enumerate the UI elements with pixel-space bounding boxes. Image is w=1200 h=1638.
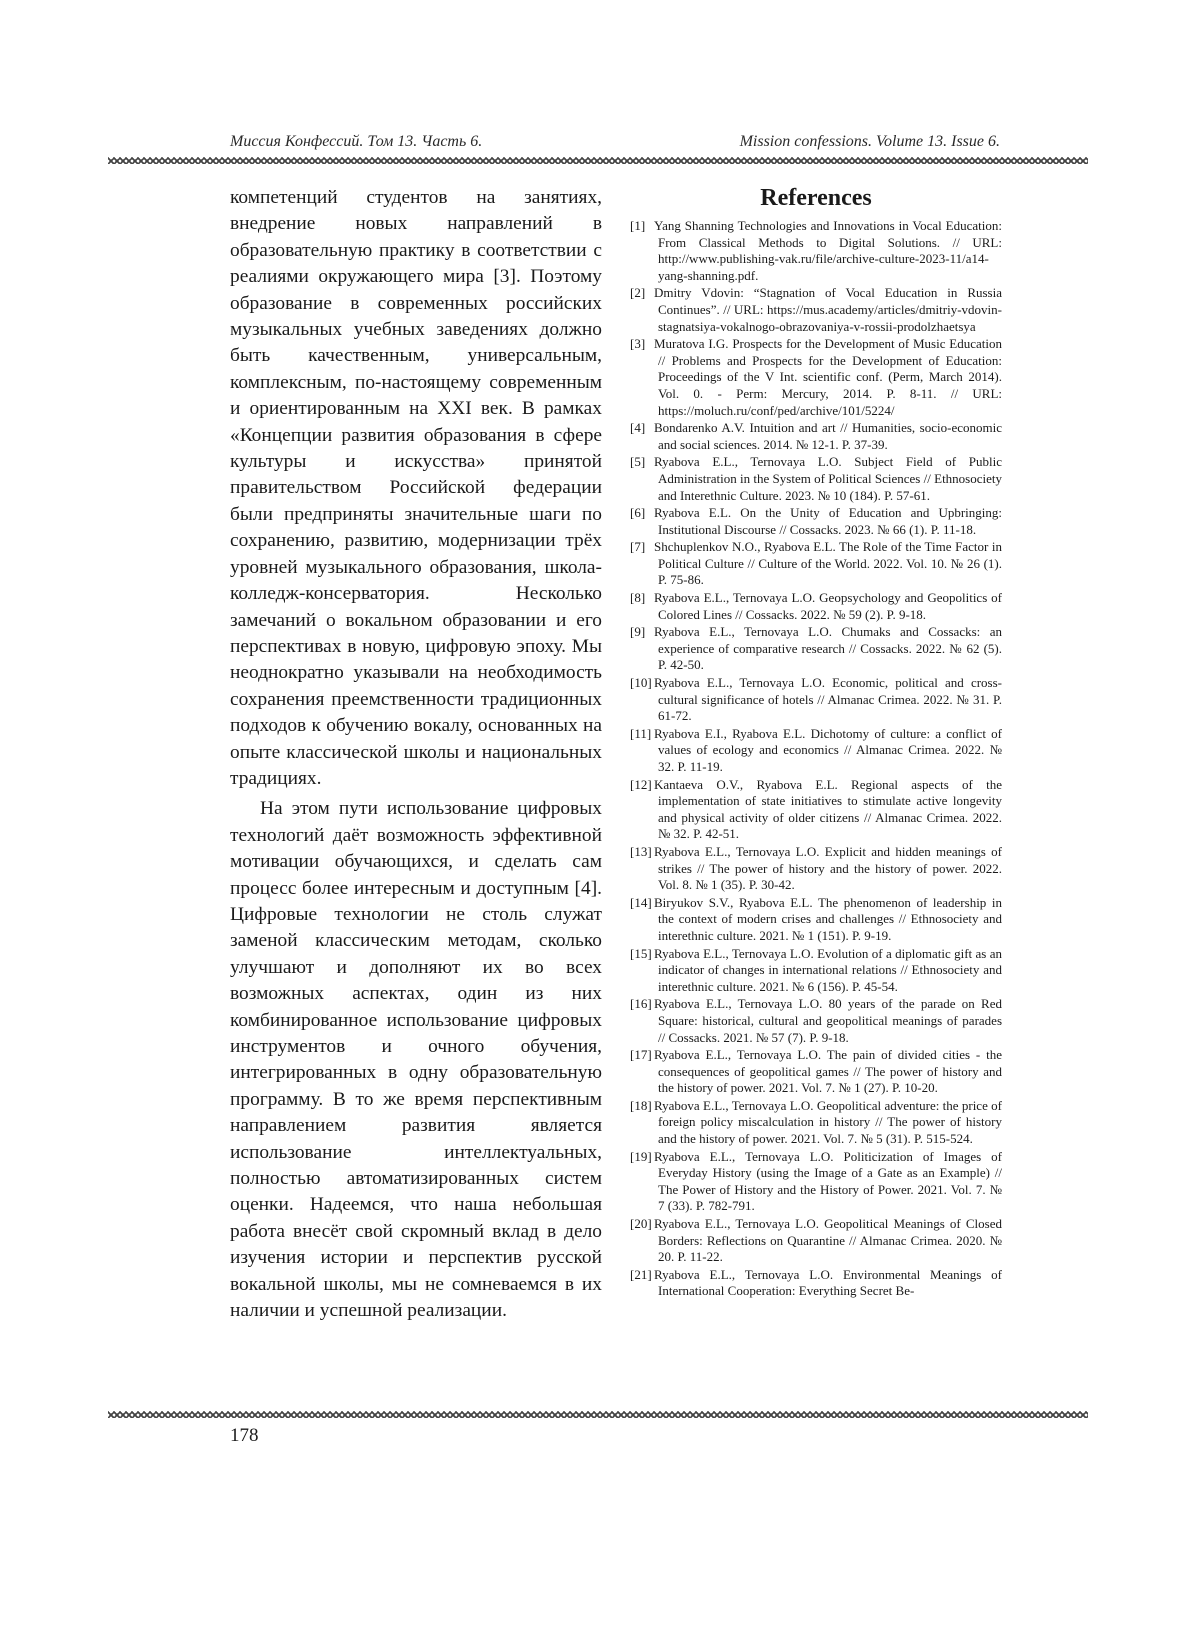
reference-item — [630, 844, 1002, 894]
reference-text: Ryabova E.L., Ternovaya L.O. Explicit and hidden meanings of strikes // The power of history and the history of power. 2022. Vol. 8. № 1 (35). P. 30-42. — [654, 843, 1002, 893]
reference-text: Muratova I.G. Prospects for the Development of Music Education // Problems and Prospects for the Development of Education: Proceedings of the V Int. scientific conf. (Perm, March 2014). Vol. 0. - Perm: Mercury, 2014. P. 8-11. // URL: https://moluch.ru/conf/ped/archive/101/5224/ — [654, 336, 1002, 418]
references-list — [630, 218, 1002, 1300]
header-journal-en: Mission confessions. Volume 13. Issue 6. — [739, 133, 1000, 150]
reference-number: [19] — [630, 1148, 652, 1164]
reference-text: Ryabova E.L., Ternovaya L.O. Geopolitical Meanings of Closed Borders: Reflections on Quarantine // Almanac Crimea. 2020. № 20. P. 11-22. — [654, 1216, 1002, 1265]
body-paragraph: компетенций студентов на занятиях, внедрение новых направлений в образовательную практику в соответствии с реалиями окружающего мира [3]. Поэтому образование в современных российских музыкальных учебных заведениях должно быть качественным, универсальным, комплексным, по-настоящему современным и ориентированным на XXI век. В рамках «Концепции развития образования в сфере культуры и искусства» принятой правительством Российской федерации были предприняты значительные шаги по сохранению, развитию, модернизации трёх уровней музыкального образования, школа-колледж-консерватория. Несколько замечаний о вокальном образовании и его перспективах в новую, цифровую эпоху. Мы неоднократно указывали на необходимость сохранения преемственности традиционных подходов к обучению вокалу, основанных на опыте классической школы и национальных традициях. — [230, 187, 602, 789]
references-heading: References — [760, 185, 872, 211]
reference-item — [630, 946, 1002, 996]
body-paragraph: На этом пути использование цифровых технологий даёт возможность эффективной мотивации обучающихся, и сделать сам процесс более интересным и доступным [4]. Цифровые технологии не столь служат заменой классическим методам, сколько улучшают и дополняют их во всех возможных аспектах, один из них комбинированное использование цифровых инструментов и очного обучения, интегрированных в одну образовательную программу. В то же время перспективным направлением развития является использование интеллектуальных, полностью автоматизированных систем оценки. Надеемся, что наша небольшая работа внесёт свой скромный вклад в дело изучения истории и перспектив русской вокальной школы, мы не сомневаемся в их наличии и успешной реализации. — [230, 798, 602, 1322]
reference-item — [630, 539, 1002, 589]
reference-number: [4] — [630, 420, 646, 436]
reference-item — [630, 1047, 1002, 1097]
reference-number: [2] — [630, 285, 646, 301]
reference-number: [12] — [630, 776, 652, 792]
reference-item — [630, 726, 1002, 776]
reference-text: Shchuplenkov N.O., Ryabova E.L. The Role of the Time Factor in Political Culture // Culture of the World. 2022. Vol. 10. № 26 (1). P. 75-86. — [654, 539, 1002, 588]
reference-item — [630, 420, 1002, 453]
header-journal-ru: Миссия Конфессий. Том 13. Часть 6. — [230, 133, 483, 150]
reference-number: [21] — [630, 1266, 652, 1282]
reference-number: [14] — [630, 894, 652, 910]
reference-text: Ryabova E.L., Ternovaya L.O. Geopsychology and Geopolitics of Colored Lines // Cossacks. 2022. № 59 (2). P. 9-18. — [654, 590, 1002, 622]
body-text-column — [230, 185, 602, 1324]
reference-text: Ryabova E.L. On the Unity of Education and Upbringing: Institutional Discourse // Cossacks. 2023. № 66 (1). P. 11-18. — [654, 505, 1002, 537]
reference-item — [630, 590, 1002, 623]
reference-text: Ryabova E.I., Ryabova E.L. Dichotomy of culture: a conflict of values of ecology and economics // Almanac Crimea. 2022. № 32. P. 11-19. — [654, 725, 1002, 774]
reference-text: Ryabova E.L., Ternovaya L.O. Subject Field of Public Administration in the System of Political Sciences // Ethnosociety and Interethnic Culture. 2023. № 10 (184). P. 57-61. — [654, 454, 1002, 503]
page-number: 178 — [230, 1425, 259, 1446]
reference-text: Ryabova E.L., Ternovaya L.O. Chumaks and Cossacks: an experience of comparative research // Cossacks. 2022. № 62 (5). P. 42-50. — [654, 624, 1002, 673]
reference-item — [630, 285, 1002, 335]
reference-item — [630, 777, 1002, 843]
reference-text: Ryabova E.L., Ternovaya L.O. Geopolitical adventure: the price of foreign policy miscalculation in history // The power of history and the history of power. 2021. Vol. 7. № 5 (31). P. 515-524. — [654, 1097, 1002, 1147]
reference-number: [8] — [630, 590, 646, 606]
reference-number: [20] — [630, 1216, 652, 1232]
reference-item — [630, 1098, 1002, 1148]
reference-text: Dmitry Vdovin: “Stagnation of Vocal Education in Russia Continues”. // URL: https://mus.academy/articles/dmitriy-vdovin-stagnatsiya-vokalnogo-obrazovaniya-v-rossii-prodolzhaetsya — [654, 285, 1002, 334]
ornament-divider-bottom — [108, 1410, 1088, 1418]
reference-text: Ryabova E.L., Ternovaya L.O. 80 years of the parade on Red Square: historical, cultural and geopolitical meanings of parades // Cossacks. 2021. № 57 (7). P. 9-18. — [654, 996, 1002, 1045]
reference-item — [630, 336, 1002, 419]
reference-number: [6] — [630, 505, 646, 521]
reference-number: [16] — [630, 996, 652, 1012]
reference-item — [630, 505, 1002, 538]
reference-text: Biryukov S.V., Ryabova E.L. The phenomenon of leadership in the context of modern crises and challenges // Ethnosociety and interethnic culture. 2021. № 1 (151). P. 9-19. — [654, 894, 1002, 943]
reference-number: [7] — [630, 539, 646, 555]
running-header — [230, 133, 1000, 151]
reference-item — [630, 675, 1002, 725]
reference-text: Ryabova E.L., Ternovaya L.O. Politicization of Images of Everyday History (using the Image of a Gate as an Example) // The Power of History and the History of Power. 2021. Vol. 7. № 7 (33). P. 782-791. — [654, 1148, 1002, 1214]
reference-number: [3] — [630, 336, 646, 352]
reference-number: [9] — [630, 624, 646, 640]
reference-item — [630, 1149, 1002, 1215]
reference-text: Ryabova E.L., Ternovaya L.O. Environmental Meanings of International Cooperation: Everything Secret Be- — [654, 1266, 1002, 1299]
reference-number: [5] — [630, 454, 646, 470]
reference-item — [630, 454, 1002, 504]
reference-text: Ryabova E.L., Ternovaya L.O. Evolution of a diplomatic gift as an indicator of changes in international relations // Ethnosociety and interethnic culture. 2021. № 6 (156). P. 45-54. — [654, 945, 1002, 994]
reference-text: Yang Shanning Technologies and Innovations in Vocal Education: From Classical Methods to Digital Solutions. // URL: http://www.publishing-vak.ru/file/archive-culture-2023-11/a14-yang-shanning.pdf. — [654, 218, 1002, 283]
reference-text: Ryabova E.L., Ternovaya L.O. Economic, political and cross-cultural significance of hotels // Almanac Crimea. 2022. № 31. P. 61-72. — [654, 675, 1002, 724]
reference-text: Kantaeva O.V., Ryabova E.L. Regional aspects of the implementation of state initiatives to stimulate active longevity and physical activity of older citizens // Almanac Crimea. 2022. № 32. P. 42-51. — [654, 776, 1002, 842]
reference-text: Bondarenko A.V. Intuition and art // Humanities, socio-economic and social sciences. 2014. № 12-1. P. 37-39. — [654, 420, 1002, 452]
references-column — [630, 183, 1002, 1301]
reference-number: [18] — [630, 1097, 652, 1113]
reference-number: [11] — [630, 725, 652, 741]
reference-item — [630, 1267, 1002, 1300]
reference-item — [630, 996, 1002, 1046]
reference-number: [15] — [630, 945, 652, 961]
reference-text: Ryabova E.L., Ternovaya L.O. The pain of divided cities - the consequences of geopolitical games // The power of history and the history of power. 2021. Vol. 7. № 1 (27). P. 10-20. — [654, 1047, 1002, 1096]
reference-number: [10] — [630, 675, 652, 691]
ornament-divider-top — [108, 156, 1088, 164]
reference-number: [1] — [630, 218, 646, 233]
reference-number: [17] — [630, 1047, 652, 1063]
reference-item — [630, 218, 1002, 284]
reference-item — [630, 624, 1002, 674]
reference-number: [13] — [630, 843, 652, 859]
reference-item — [630, 1216, 1002, 1266]
reference-item — [630, 895, 1002, 945]
